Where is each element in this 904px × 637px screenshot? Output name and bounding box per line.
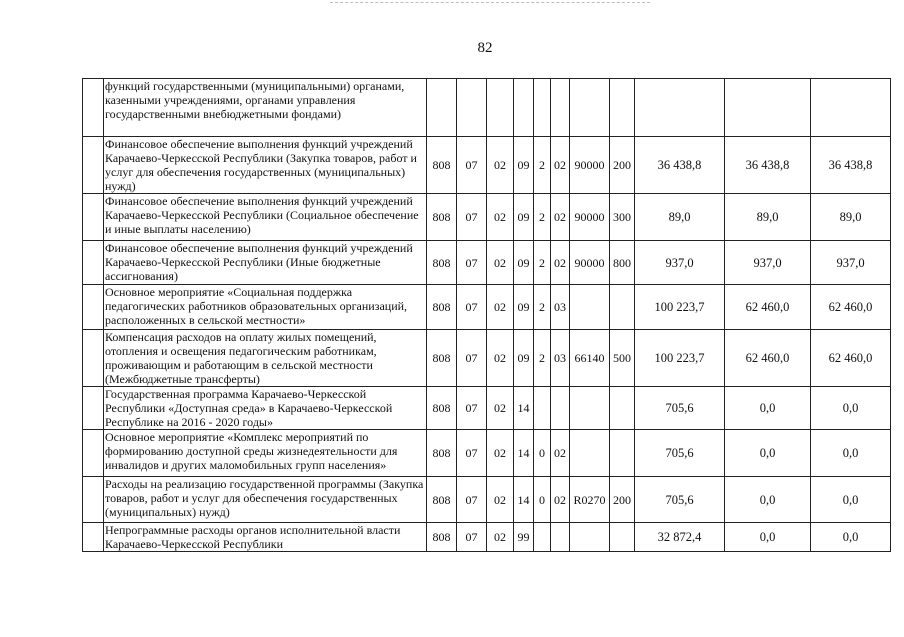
table-row (83, 194, 891, 241)
row-lead-cell (83, 387, 104, 430)
amount-year3-cell (811, 79, 891, 137)
section-code-cell (457, 79, 487, 137)
direction-code-cell (570, 285, 610, 330)
table-row (83, 241, 891, 285)
row-lead-cell (83, 430, 104, 477)
expense-name-cell: Расходы на реализацию государственной программы (Закупка товаров, работ и услуг для обеспечения государственных (муниципальных) нужд) (104, 477, 427, 523)
direction-code-cell: 90000 (570, 241, 610, 285)
ministry-code-cell: 808 (427, 241, 457, 285)
subsection-code-cell: 02 (487, 194, 514, 241)
program-code-cell: 09 (514, 330, 534, 387)
amount-year2-cell: 0,0 (725, 523, 811, 552)
table-row (83, 285, 891, 330)
section-code-cell: 07 (457, 330, 487, 387)
amount-year3-cell: 0,0 (811, 387, 891, 430)
expense-type-cell (610, 79, 635, 137)
table-row (83, 523, 891, 552)
row-lead-cell (83, 137, 104, 194)
amount-year2-cell: 0,0 (725, 387, 811, 430)
amount-year3-cell: 36 438,8 (811, 137, 891, 194)
expense-type-cell: 200 (610, 477, 635, 523)
section-code-cell: 07 (457, 523, 487, 552)
amount-year1-cell: 937,0 (635, 241, 725, 285)
subprogram-code-cell: 2 (534, 285, 551, 330)
subsection-code-cell: 02 (487, 430, 514, 477)
ministry-code-cell: 808 (427, 330, 457, 387)
amount-year3-cell: 0,0 (811, 477, 891, 523)
program-code-cell: 14 (514, 387, 534, 430)
subprogram-code-cell: 2 (534, 241, 551, 285)
section-code-cell: 07 (457, 430, 487, 477)
expense-name-cell: Компенсация расходов на оплату жилых помещений, отопления и освещения педагогическим работникам, проживающим и работающим в сельской местности (Межбюджетные трансферты) (104, 330, 427, 387)
program-code-cell: 09 (514, 285, 534, 330)
expense-type-cell: 800 (610, 241, 635, 285)
ministry-code-cell: 808 (427, 430, 457, 477)
subsection-code-cell: 02 (487, 330, 514, 387)
section-code-cell: 07 (457, 194, 487, 241)
direction-code-cell (570, 387, 610, 430)
expense-name-cell: Финансовое обеспечение выполнения функций учреждений Карачаево-Черкесской Республики (Социальное обеспечение и иные выплаты населению) (104, 194, 427, 241)
event-code-cell: 02 (551, 430, 570, 477)
table-row (83, 137, 891, 194)
event-code-cell (551, 523, 570, 552)
amount-year2-cell: 0,0 (725, 430, 811, 477)
subprogram-code-cell: 0 (534, 477, 551, 523)
amount-year1-cell: 89,0 (635, 194, 725, 241)
program-code-cell: 09 (514, 137, 534, 194)
budget-table-body (83, 79, 891, 552)
ministry-code-cell: 808 (427, 387, 457, 430)
expense-type-cell (610, 387, 635, 430)
table-row (83, 430, 891, 477)
subsection-code-cell: 02 (487, 523, 514, 552)
budget-table (82, 78, 891, 552)
amount-year3-cell: 0,0 (811, 523, 891, 552)
ministry-code-cell: 808 (427, 523, 457, 552)
expense-name-cell: Непрограммные расходы органов исполнительной власти Карачаево-Черкесской Республики (104, 523, 427, 552)
amount-year1-cell: 100 223,7 (635, 330, 725, 387)
subsection-code-cell: 02 (487, 387, 514, 430)
subprogram-code-cell: 2 (534, 137, 551, 194)
section-code-cell: 07 (457, 387, 487, 430)
expense-name-cell: функций государственными (муниципальными) органами, казенными учреждениями, органами управления государственными внебюджетными фондами) (104, 79, 427, 137)
subprogram-code-cell: 0 (534, 430, 551, 477)
amount-year2-cell (725, 79, 811, 137)
direction-code-cell (570, 79, 610, 137)
row-lead-cell (83, 477, 104, 523)
ministry-code-cell: 808 (427, 194, 457, 241)
program-code-cell: 09 (514, 241, 534, 285)
subprogram-code-cell (534, 79, 551, 137)
section-code-cell: 07 (457, 137, 487, 194)
program-code-cell: 14 (514, 477, 534, 523)
amount-year2-cell: 89,0 (725, 194, 811, 241)
event-code-cell: 03 (551, 285, 570, 330)
row-lead-cell (83, 79, 104, 137)
subprogram-code-cell (534, 387, 551, 430)
expense-name-cell: Финансовое обеспечение выполнения функций учреждений Карачаево-Черкесской Республики (Иные бюджетные ассигнования) (104, 241, 427, 285)
section-code-cell: 07 (457, 477, 487, 523)
amount-year1-cell: 100 223,7 (635, 285, 725, 330)
ministry-code-cell (427, 79, 457, 137)
row-lead-cell (83, 241, 104, 285)
amount-year1-cell (635, 79, 725, 137)
amount-year3-cell: 89,0 (811, 194, 891, 241)
direction-code-cell: R0270 (570, 477, 610, 523)
expense-name-cell: Финансовое обеспечение выполнения функций учреждений Карачаево-Черкесской Республики (Закупка товаров, работ и услуг для обеспечения государственных (муниципальных) нужд) (104, 137, 427, 194)
row-lead-cell (83, 523, 104, 552)
amount-year3-cell: 62 460,0 (811, 285, 891, 330)
amount-year1-cell: 705,6 (635, 387, 725, 430)
subsection-code-cell: 02 (487, 477, 514, 523)
amount-year2-cell: 62 460,0 (725, 285, 811, 330)
amount-year1-cell: 36 438,8 (635, 137, 725, 194)
expense-type-cell: 500 (610, 330, 635, 387)
subsection-code-cell (487, 79, 514, 137)
subsection-code-cell: 02 (487, 137, 514, 194)
subsection-code-cell: 02 (487, 241, 514, 285)
expense-type-cell: 300 (610, 194, 635, 241)
direction-code-cell: 90000 (570, 194, 610, 241)
table-row (83, 330, 891, 387)
subprogram-code-cell: 2 (534, 330, 551, 387)
row-lead-cell (83, 194, 104, 241)
direction-code-cell (570, 430, 610, 477)
row-lead-cell (83, 330, 104, 387)
table-row (83, 387, 891, 430)
direction-code-cell (570, 523, 610, 552)
program-code-cell: 09 (514, 194, 534, 241)
ministry-code-cell: 808 (427, 477, 457, 523)
event-code-cell: 02 (551, 241, 570, 285)
event-code-cell: 02 (551, 194, 570, 241)
amount-year1-cell: 705,6 (635, 477, 725, 523)
expense-name-cell: Основное мероприятие «Социальная поддержка педагогических работников образовательных организаций, расположенных в сельской местности» (104, 285, 427, 330)
amount-year2-cell: 937,0 (725, 241, 811, 285)
event-code-cell: 03 (551, 330, 570, 387)
subsection-code-cell: 02 (487, 285, 514, 330)
expense-type-cell: 200 (610, 137, 635, 194)
section-code-cell: 07 (457, 241, 487, 285)
subprogram-code-cell: 2 (534, 194, 551, 241)
amount-year3-cell: 0,0 (811, 430, 891, 477)
amount-year3-cell: 62 460,0 (811, 330, 891, 387)
section-code-cell: 07 (457, 285, 487, 330)
ministry-code-cell: 808 (427, 137, 457, 194)
event-code-cell: 02 (551, 477, 570, 523)
amount-year2-cell: 62 460,0 (725, 330, 811, 387)
event-code-cell (551, 79, 570, 137)
direction-code-cell: 90000 (570, 137, 610, 194)
subprogram-code-cell (534, 523, 551, 552)
amount-year1-cell: 32 872,4 (635, 523, 725, 552)
expense-type-cell (610, 430, 635, 477)
amount-year1-cell: 705,6 (635, 430, 725, 477)
amount-year3-cell: 937,0 (811, 241, 891, 285)
scan-top-rule (330, 2, 650, 3)
program-code-cell: 14 (514, 430, 534, 477)
expense-type-cell (610, 285, 635, 330)
expense-name-cell: Основное мероприятие «Комплекс мероприятий по формированию доступной среды жизнедеятельности для инвалидов и других маломобильных групп населения» (104, 430, 427, 477)
program-code-cell (514, 79, 534, 137)
ministry-code-cell: 808 (427, 285, 457, 330)
direction-code-cell: 66140 (570, 330, 610, 387)
amount-year2-cell: 36 438,8 (725, 137, 811, 194)
event-code-cell: 02 (551, 137, 570, 194)
event-code-cell (551, 387, 570, 430)
amount-year2-cell: 0,0 (725, 477, 811, 523)
table-row (83, 79, 891, 137)
expense-name-cell: Государственная программа Карачаево-Черкесской Республики «Доступная среда» в Карачаево-Черкесской Республике на 2016 - 2020 годы» (104, 387, 427, 430)
row-lead-cell (83, 285, 104, 330)
expense-type-cell (610, 523, 635, 552)
page-number: 82 (477, 40, 493, 56)
program-code-cell: 99 (514, 523, 534, 552)
table-row (83, 477, 891, 523)
